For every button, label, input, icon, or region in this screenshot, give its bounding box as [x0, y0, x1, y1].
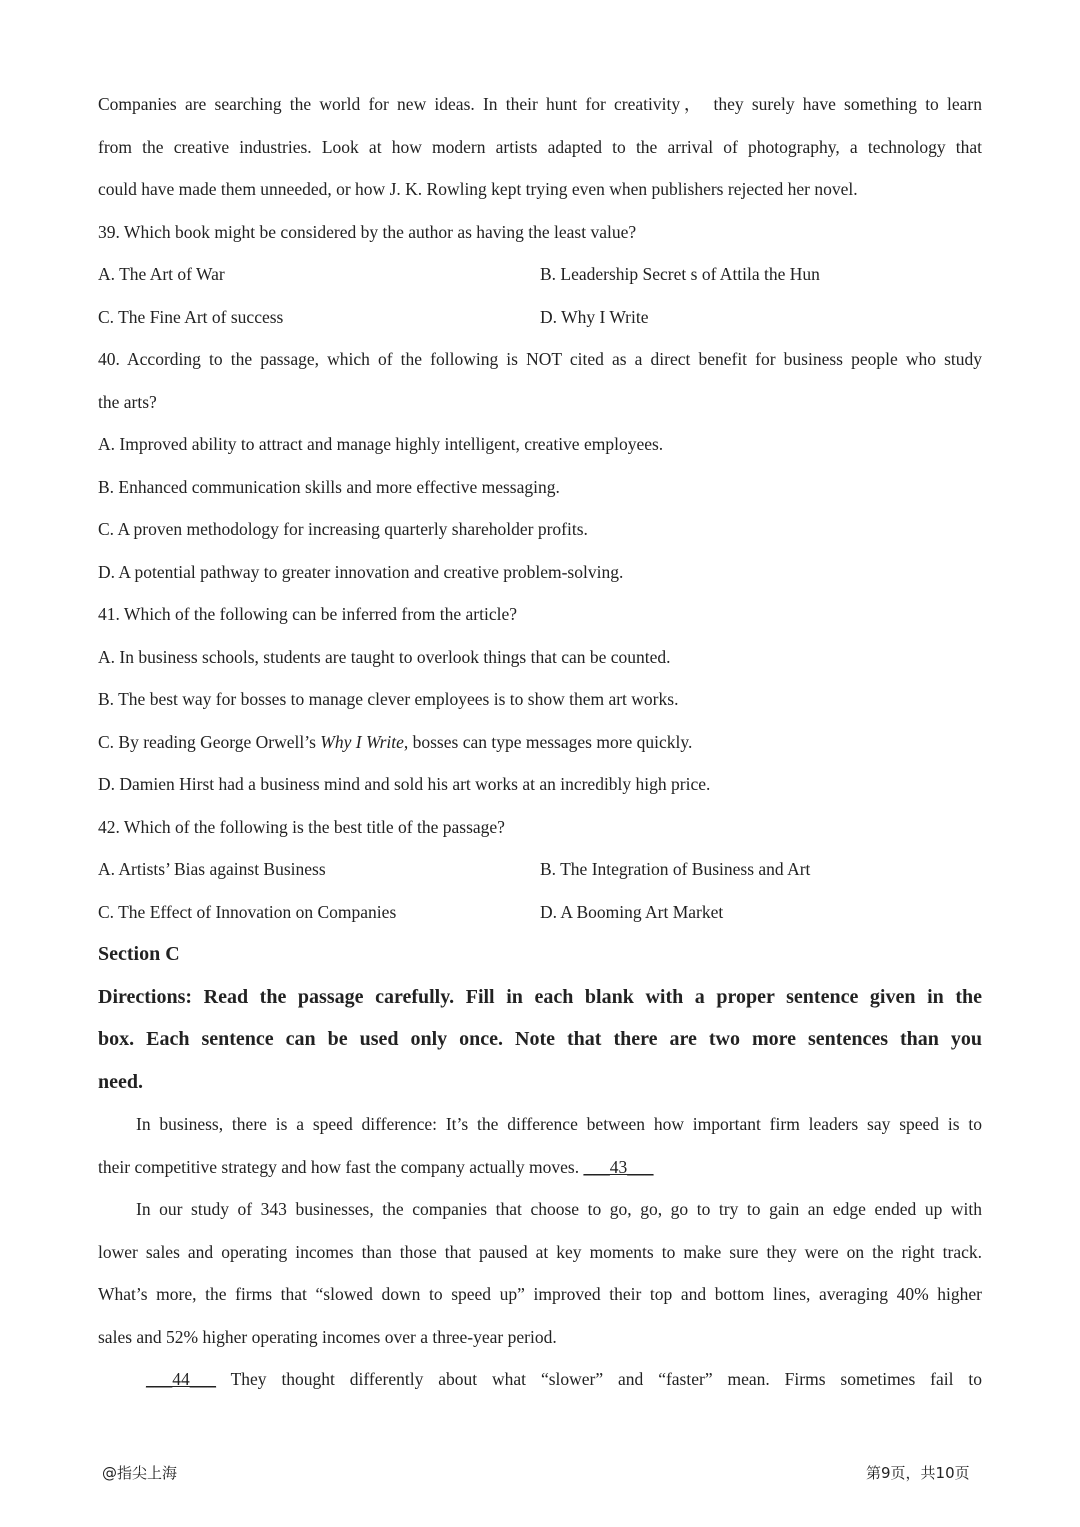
q41-option-d: D. Damien Hirst had a business mind and sold his art works at an incredibly high price.	[98, 774, 711, 794]
passage-p2-line-2: lower sales and operating incomes than those that paused at key moments to make sure they were on the right track.	[98, 1241, 982, 1262]
document-body	[98, 83, 982, 1401]
q42-options-row-1	[98, 848, 982, 891]
q40-option-c: C. A proven methodology for increasing quarterly shareholder profits.	[98, 519, 588, 539]
q42-option-d: D. A Booming Art Market	[540, 901, 724, 922]
directions-line-2: box. Each sentence can be used only once. Note that there are two more sentences than you	[98, 1028, 982, 1050]
section-c-heading: Section C	[98, 943, 180, 965]
q40-question-line-1: 40. According to the passage, which of the following is NOT cited as a direct benefit for business people who study	[98, 349, 982, 369]
passage-p3-line-1-text: They thought differently about what “slower” and “faster” mean. Firms sometimes fail to	[216, 1369, 982, 1389]
passage-p2-line-1: In our study of 343 businesses, the companies that choose to go, go, go to try to gain an edge ended up with	[136, 1199, 982, 1219]
q39-option-c: C. The Fine Art of success	[98, 306, 284, 327]
q41-question: 41. Which of the following can be inferred from the article?	[98, 604, 518, 624]
passage-p1-line-2	[98, 1146, 982, 1189]
footer-page-number: 第9页，共10页	[866, 1464, 970, 1482]
q40-option-b: B. Enhanced communication skills and more effective messaging.	[98, 476, 560, 497]
q41-option-b: B. The best way for bosses to manage clever employees is to show them art works.	[98, 689, 679, 709]
passage-p2-line-3: What’s more, the firms that “slowed down to speed up” improved their top and bottom lines, averaging 40% higher	[98, 1284, 982, 1304]
passage-p3-line-1	[98, 1358, 982, 1401]
q40-option-d: D. A potential pathway to greater innovation and creative problem-solving.	[98, 561, 624, 582]
q42-option-a: A. Artists’ Bias against Business	[98, 859, 326, 879]
q41-option-a: A. In business schools, students are taught to overlook things that can be counted.	[98, 646, 671, 667]
q39-option-d: D. Why I Write	[540, 306, 649, 327]
q42-option-c: C. The Effect of Innovation on Companies	[98, 901, 397, 922]
passage-p1-line-1: In business, there is a speed difference: It’s the difference between how important firm leaders say speed is to	[136, 1114, 982, 1134]
q39-question: 39. Which book might be considered by the author as having the least value?	[98, 221, 637, 242]
directions-line-3: need.	[98, 1070, 143, 1093]
passage-p1-line-2-text: their competitive strategy and how fast the company actually moves.	[98, 1156, 584, 1177]
intro-line-2: from the creative industries. Look at how modern artists adapted to the arrival of photography, a technology that	[98, 136, 982, 157]
q41-option-c-before: C. By reading George Orwell’s	[98, 731, 321, 752]
q42-options-row-2	[98, 891, 982, 934]
q40-option-a: A. Improved ability to attract and manage highly intelligent, creative employees.	[98, 434, 664, 454]
q41-option-c	[98, 721, 982, 764]
intro-line-1: Companies are searching the world for new ideas. In their hunt for creativity， they surely have something to learn	[98, 94, 982, 114]
blank-43: ___43___	[583, 1156, 654, 1177]
q41-option-c-book-title: Why I Write	[320, 731, 404, 752]
q42-question: 42. Which of the following is the best title of the passage?	[98, 816, 505, 837]
passage-p2-line-4: sales and 52% higher operating incomes over a three-year period.	[98, 1326, 557, 1347]
q39-option-b: B. Leadership Secret s of Attila the Hun	[540, 264, 820, 284]
q39-option-a: A. The Art of War	[98, 264, 225, 284]
directions-line-1: Directions: Read the passage carefully. Fill in each blank with a proper sentence given in the	[98, 985, 982, 1008]
q39-options-row-1	[98, 253, 982, 296]
q42-option-b: B. The Integration of Business and Art	[540, 859, 811, 879]
q41-option-c-after: , bosses can type messages more quickly.	[403, 731, 693, 752]
q40-question-line-2: the arts?	[98, 391, 157, 412]
q39-options-row-2	[98, 296, 982, 339]
intro-line-3: could have made them unneeded, or how J. K. Rowling kept trying even when publishers rejected her novel.	[98, 179, 858, 199]
footer-source: @指尖上海	[102, 1464, 178, 1482]
blank-44: ___44___	[146, 1369, 216, 1389]
